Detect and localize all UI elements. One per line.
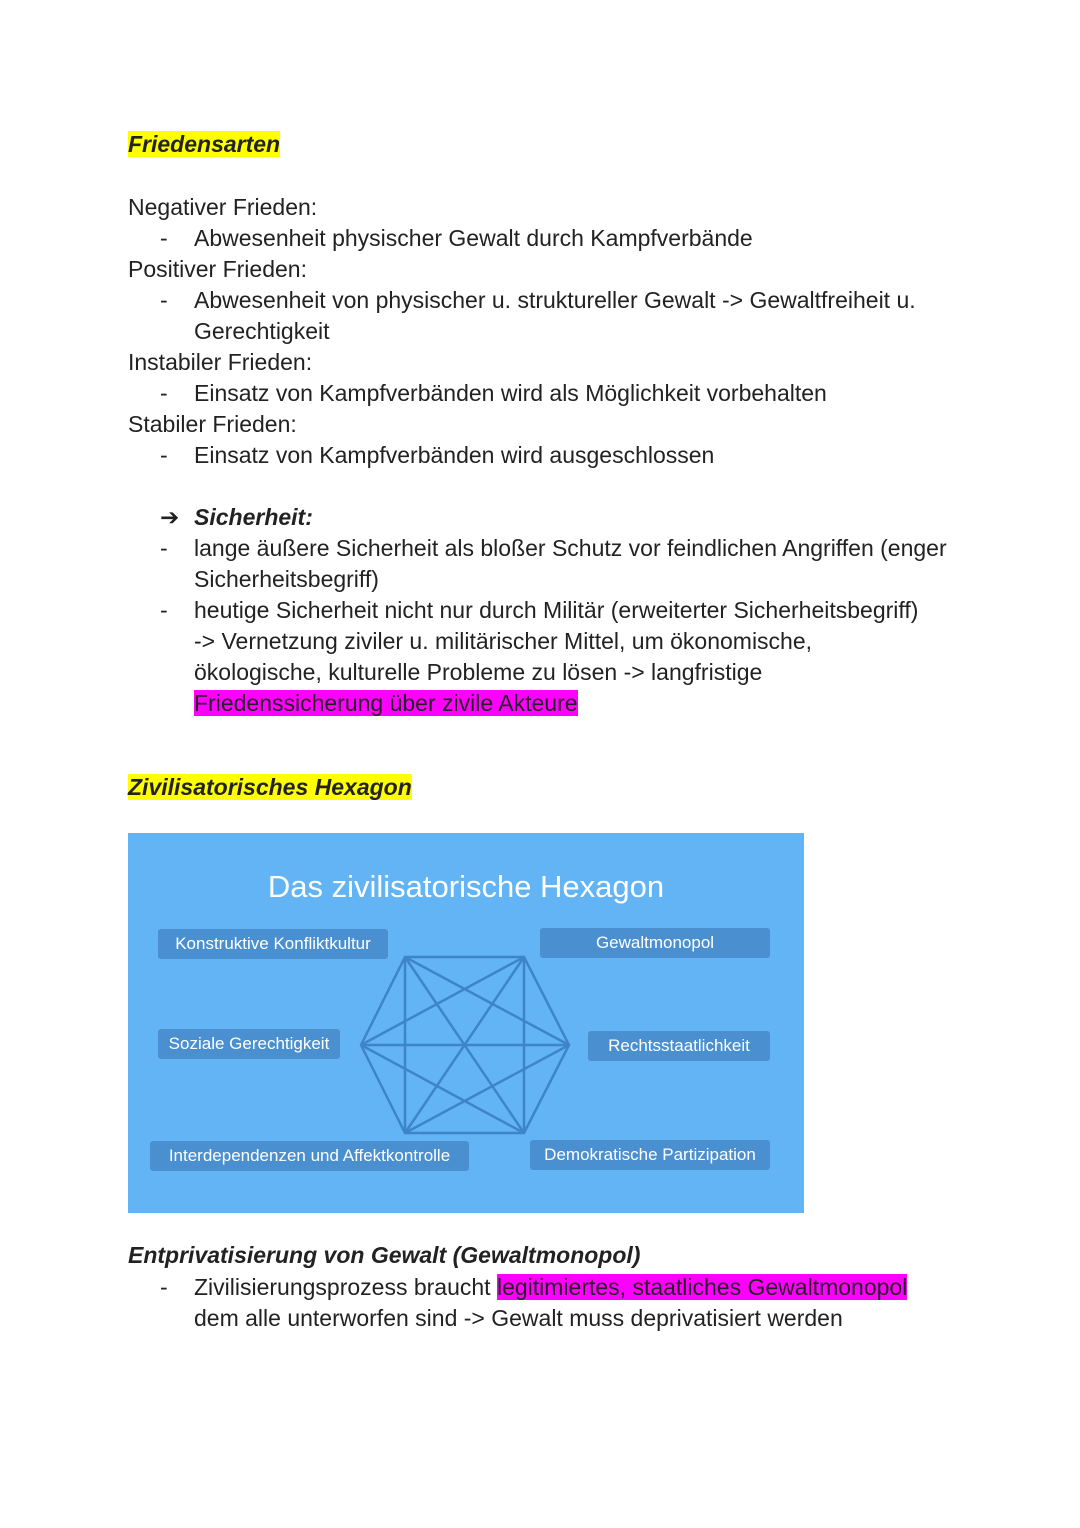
- hexagon-diagram: [128, 833, 804, 1213]
- bullet-dash: -: [160, 287, 168, 313]
- arrow-icon: ➔: [160, 504, 180, 530]
- label-interdependenzen: Interdependenzen und Affektkontrolle: [150, 1141, 469, 1171]
- security-bullet-1-continued: Sicherheitsbegriff): [194, 566, 379, 592]
- label-gewaltmonopol: Gewaltmonopol: [540, 928, 770, 958]
- bullet-text: Abwesenheit physischer Gewalt durch Kampfverbände: [194, 225, 753, 251]
- bullet-dash: -: [160, 380, 168, 406]
- bullet-text: Abwesenheit von physischer u. struktureller Gewalt -> Gewaltfreiheit u.: [194, 287, 916, 313]
- heading-friedensarten: Friedensarten: [128, 131, 281, 157]
- bullet-text: Einsatz von Kampfverbänden wird ausgeschlossen: [194, 442, 715, 468]
- hexagon-lines: [361, 957, 569, 1133]
- bullet-dash: -: [160, 597, 168, 623]
- label-positiver-frieden: Positiver Frieden:: [128, 256, 307, 282]
- gewaltmonopol-bullet-continued: dem alle unterworfen sind -> Gewalt muss deprivatisiert werden: [194, 1305, 843, 1331]
- hexagon-diagonal: [405, 1045, 569, 1133]
- security-bullet-2-highlight: Friedenssicherung über zivile Akteure: [194, 690, 578, 716]
- heading-zivilisatorisches-hexagon: Zivilisatorisches Hexagon: [128, 774, 412, 800]
- label-soziale-gerechtigkeit: Soziale Gerechtigkeit: [158, 1029, 340, 1059]
- label-rechtsstaatlichkeit: Rechtsstaatlichkeit: [588, 1031, 770, 1061]
- label-negativer-frieden: Negativer Frieden:: [128, 194, 318, 220]
- label-stabiler-frieden: Stabiler Frieden:: [128, 411, 297, 437]
- security-bullet-2-line2: -> Vernetzung ziviler u. militärischer Mittel, um ökonomische,: [194, 628, 813, 654]
- label-instabiler-frieden: Instabiler Frieden:: [128, 349, 313, 375]
- heading-entprivatisierung: Entprivatisierung von Gewalt (Gewaltmonopol): [128, 1242, 641, 1268]
- label-demokratische-partizipation: Demokratische Partizipation: [530, 1140, 770, 1170]
- bullet-text-continued: Gerechtigkeit: [194, 318, 330, 344]
- gewaltmonopol-bullet: Zivilisierungsprozess braucht legitimiertes, staatliches Gewaltmonopol: [194, 1274, 908, 1300]
- hexagon-diagonal: [361, 1045, 524, 1133]
- bullet-dash: -: [160, 442, 168, 468]
- bullet-dash: -: [160, 1274, 168, 1300]
- security-bullet-2-line3: ökologische, kulturelle Probleme zu lösen -> langfristige: [194, 659, 763, 685]
- security-bullet-1: lange äußere Sicherheit als bloßer Schutz vor feindlichen Angriffen (enger: [194, 535, 947, 561]
- hexagon-diagonal: [405, 957, 569, 1045]
- bullet-text: Einsatz von Kampfverbänden wird als Möglichkeit vorbehalten: [194, 380, 827, 406]
- security-bullet-2: heutige Sicherheit nicht nur durch Militär (erweiterter Sicherheitsbegriff): [194, 597, 919, 623]
- label-konstruktive-konfliktkultur: Konstruktive Konfliktkultur: [158, 929, 388, 959]
- bullet-dash: -: [160, 225, 168, 251]
- bullet-dash: -: [160, 535, 168, 561]
- security-title: Sicherheit:: [194, 504, 313, 530]
- hexagon-diagonal: [361, 957, 524, 1045]
- diagram-title: Das zivilisatorische Hexagon: [267, 869, 665, 904]
